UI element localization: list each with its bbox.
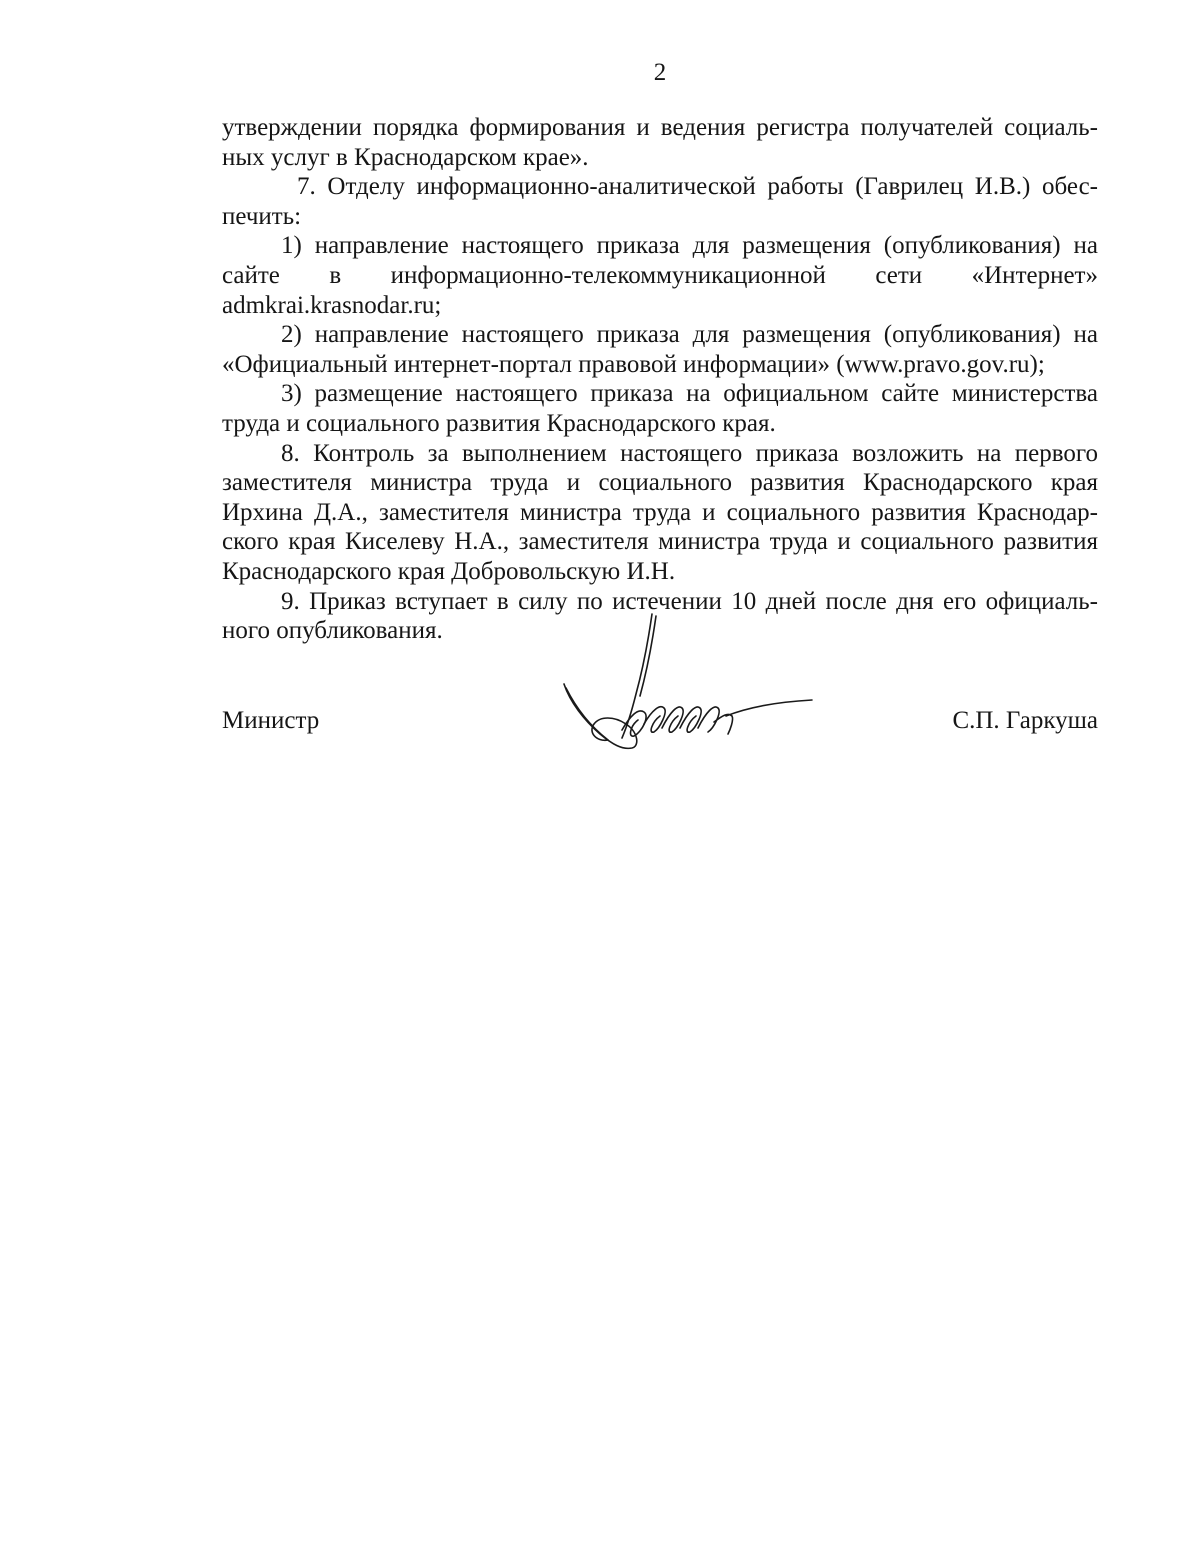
document-body <box>222 113 1098 646</box>
page-number: 2 <box>653 59 667 86</box>
signatory-title: Министр <box>222 707 320 734</box>
signatory-name: С.П. Гаркуша <box>952 707 1098 734</box>
paragraph-7-1 <box>222 231 1098 320</box>
paragraph-7-2: 2) направление настоящего приказа для размещения (опубликования) на «Официальный интернет-портал правовой информации» (www.pravo.gov.ru); <box>222 321 1098 378</box>
paragraph-9: 9. Приказ вступает в силу по истечении 10 дней после дня его официаль-ного опубликования. <box>222 587 1098 645</box>
paragraph-7-1-line-1: 1) направление настоящего приказа для размещения (опубликования) на <box>281 232 1098 260</box>
paragraph-7-1-line-3: admkrai.krasnodar.ru; <box>222 291 442 319</box>
handwritten-signature-icon <box>556 612 816 762</box>
paragraph-8: 8. Контроль за выполнением настоящего приказа возложить на первого заместителя министра труда и социального развития Краснодарского края Ирхина Д.А., заместителя министра труда и социального развития Краснодар-ского края Киселеву Н.А., заместителя министра труда и социального развития Краснодарского края Добровольскую И.Н. <box>222 439 1098 585</box>
paragraph-7-1-line-2: сайте в информационно-телекоммуникационной сети «Интернет» <box>222 261 1098 289</box>
paragraph-continuation: утверждении порядка формирования и ведения регистра получателей социаль-ных услуг в Краснодарском крае». <box>222 114 1098 171</box>
paragraph-7-3: 3) размещение настоящего приказа на официальном сайте министерства труда и социального развития Краснодарского края. <box>222 380 1098 437</box>
paragraph-7: 7. Отделу информационно-аналитической работы (Гаврилец И.В.) обес-печить: <box>222 173 1098 230</box>
